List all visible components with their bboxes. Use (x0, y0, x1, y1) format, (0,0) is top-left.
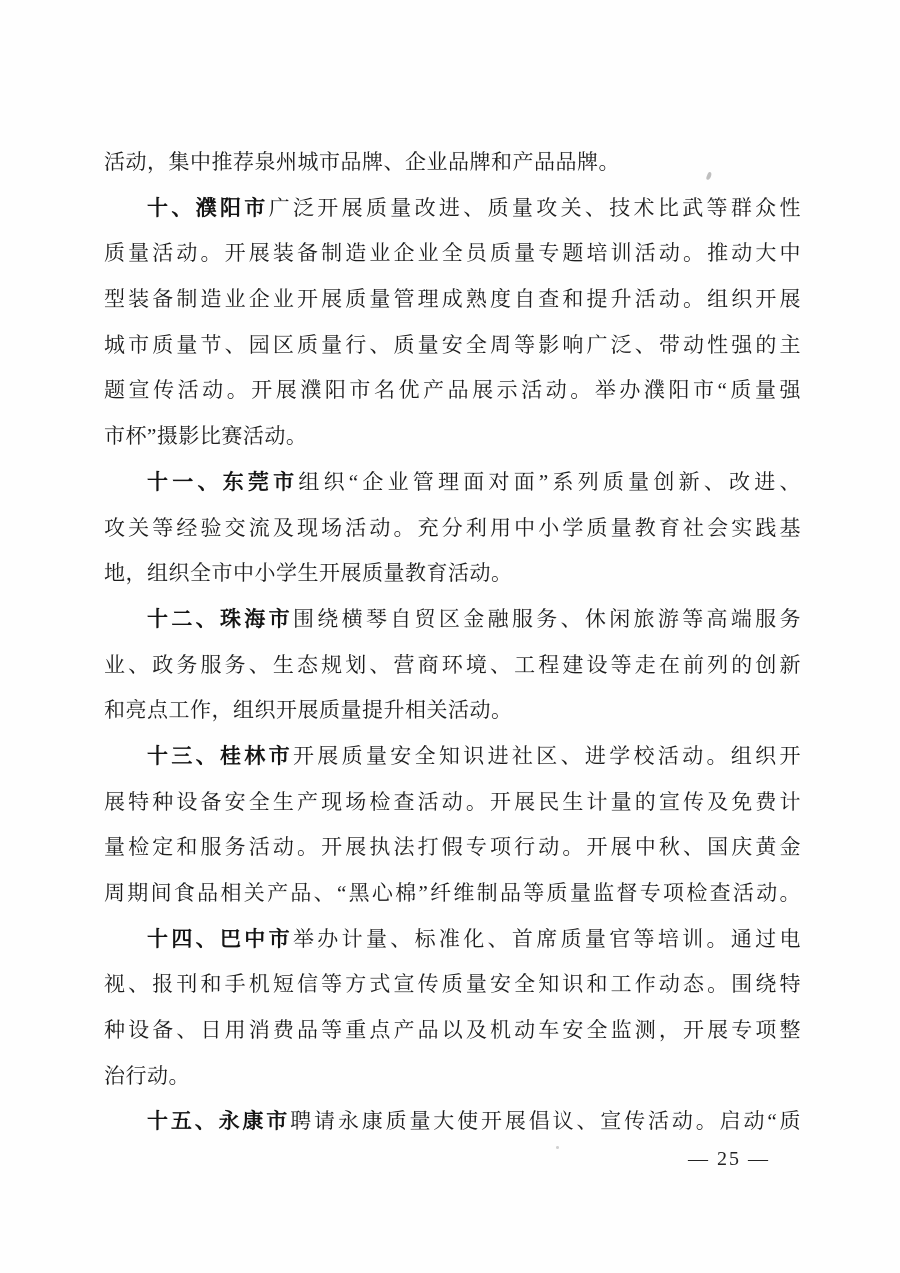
line-text: 种设备、日用消费品等重点产品以及机动车安全监测，开展专项整 (104, 1018, 801, 1043)
text-line (104, 917, 801, 963)
text-line (104, 231, 801, 277)
line-text: 量检定和服务活动。开展执法打假专项行动。开展中秋、国庆黄金 (104, 835, 801, 860)
line-text: 聘请永康质量大使开展倡议、宣传活动。启动“质 (290, 1109, 801, 1134)
city-section-heading: 十、濮阳市 (147, 196, 269, 220)
text-line (104, 368, 801, 414)
text-line (104, 551, 801, 597)
scan-artifact (556, 1146, 559, 1149)
text-line (104, 734, 801, 780)
text-line (104, 1099, 801, 1145)
text-line (104, 277, 801, 323)
text-line (104, 414, 801, 460)
text-line (104, 1054, 801, 1100)
text-line (104, 871, 801, 917)
text-line (104, 186, 801, 232)
text-line (104, 506, 801, 552)
line-text: 围绕横琴自贸区金融服务、休闲旅游等高端服务 (292, 606, 802, 631)
document-text (104, 140, 801, 1145)
line-text: 视、报刊和手机短信等方式宣传质量安全知识和工作动态。围绕特 (104, 972, 801, 997)
line-text: 治行动。 (104, 1063, 190, 1088)
line-text: 地，组织全市中小学生开展质量教育活动。 (104, 561, 513, 586)
line-text: 题宣传活动。开展濮阳市名优产品展示活动。举办濮阳市“质量强 (104, 378, 801, 403)
page-number: — 25 — (688, 1148, 770, 1170)
city-section-heading: 十五、永康市 (147, 1110, 291, 1134)
line-text: 活动，集中推荐泉州城市品牌、企业品牌和产品品牌。 (104, 150, 620, 174)
line-text: 型装备制造业企业开展质量管理成熟度自查和提升活动。组织开展 (104, 287, 801, 312)
line-text: 质量活动。开展装备制造业企业全员质量专题培训活动。推动大中 (104, 241, 801, 266)
line-text: 和亮点工作，组织开展质量提升相关活动。 (104, 698, 513, 723)
text-line (104, 323, 801, 369)
text-line (104, 1008, 801, 1054)
line-text: 业、政务服务、生态规划、营商环境、工程建设等走在前列的创新 (104, 652, 801, 677)
line-text: 举办计量、标准化、首席质量官等培训。通过电 (292, 926, 802, 951)
text-line (104, 780, 801, 826)
city-section-heading: 十四、巴中市 (147, 927, 293, 951)
city-section-heading: 十三、桂林市 (147, 744, 293, 768)
text-line (104, 460, 801, 506)
line-text: 组织“企业管理面对面”系列质量创新、改进、 (298, 469, 802, 494)
line-text: 广泛开展质量改进、质量攻关、技术比武等群众性 (268, 195, 802, 220)
text-line (104, 825, 801, 871)
line-text: 城市质量节、园区质量行、质量安全周等影响广泛、带动性强的主 (104, 332, 801, 357)
text-line (104, 688, 801, 734)
text-line (104, 140, 801, 186)
line-text: 周期间食品相关产品、“黑心棉”纤维制品等质量监督专项检查活动。 (104, 881, 801, 905)
city-section-heading: 十二、珠海市 (147, 607, 293, 631)
text-line (104, 597, 801, 643)
city-section-heading: 十一、东莞市 (147, 470, 299, 494)
text-line (104, 962, 801, 1008)
line-text: 攻关等经验交流及现场活动。充分利用中小学质量教育社会实践基 (104, 515, 801, 540)
line-text: 市杯”摄影比赛活动。 (104, 424, 308, 449)
text-line (104, 643, 801, 689)
line-text: 展特种设备安全生产现场检查活动。开展民生计量的宣传及免费计 (104, 789, 801, 814)
line-text: 开展质量安全知识进社区、进学校活动。组织开 (292, 743, 802, 768)
